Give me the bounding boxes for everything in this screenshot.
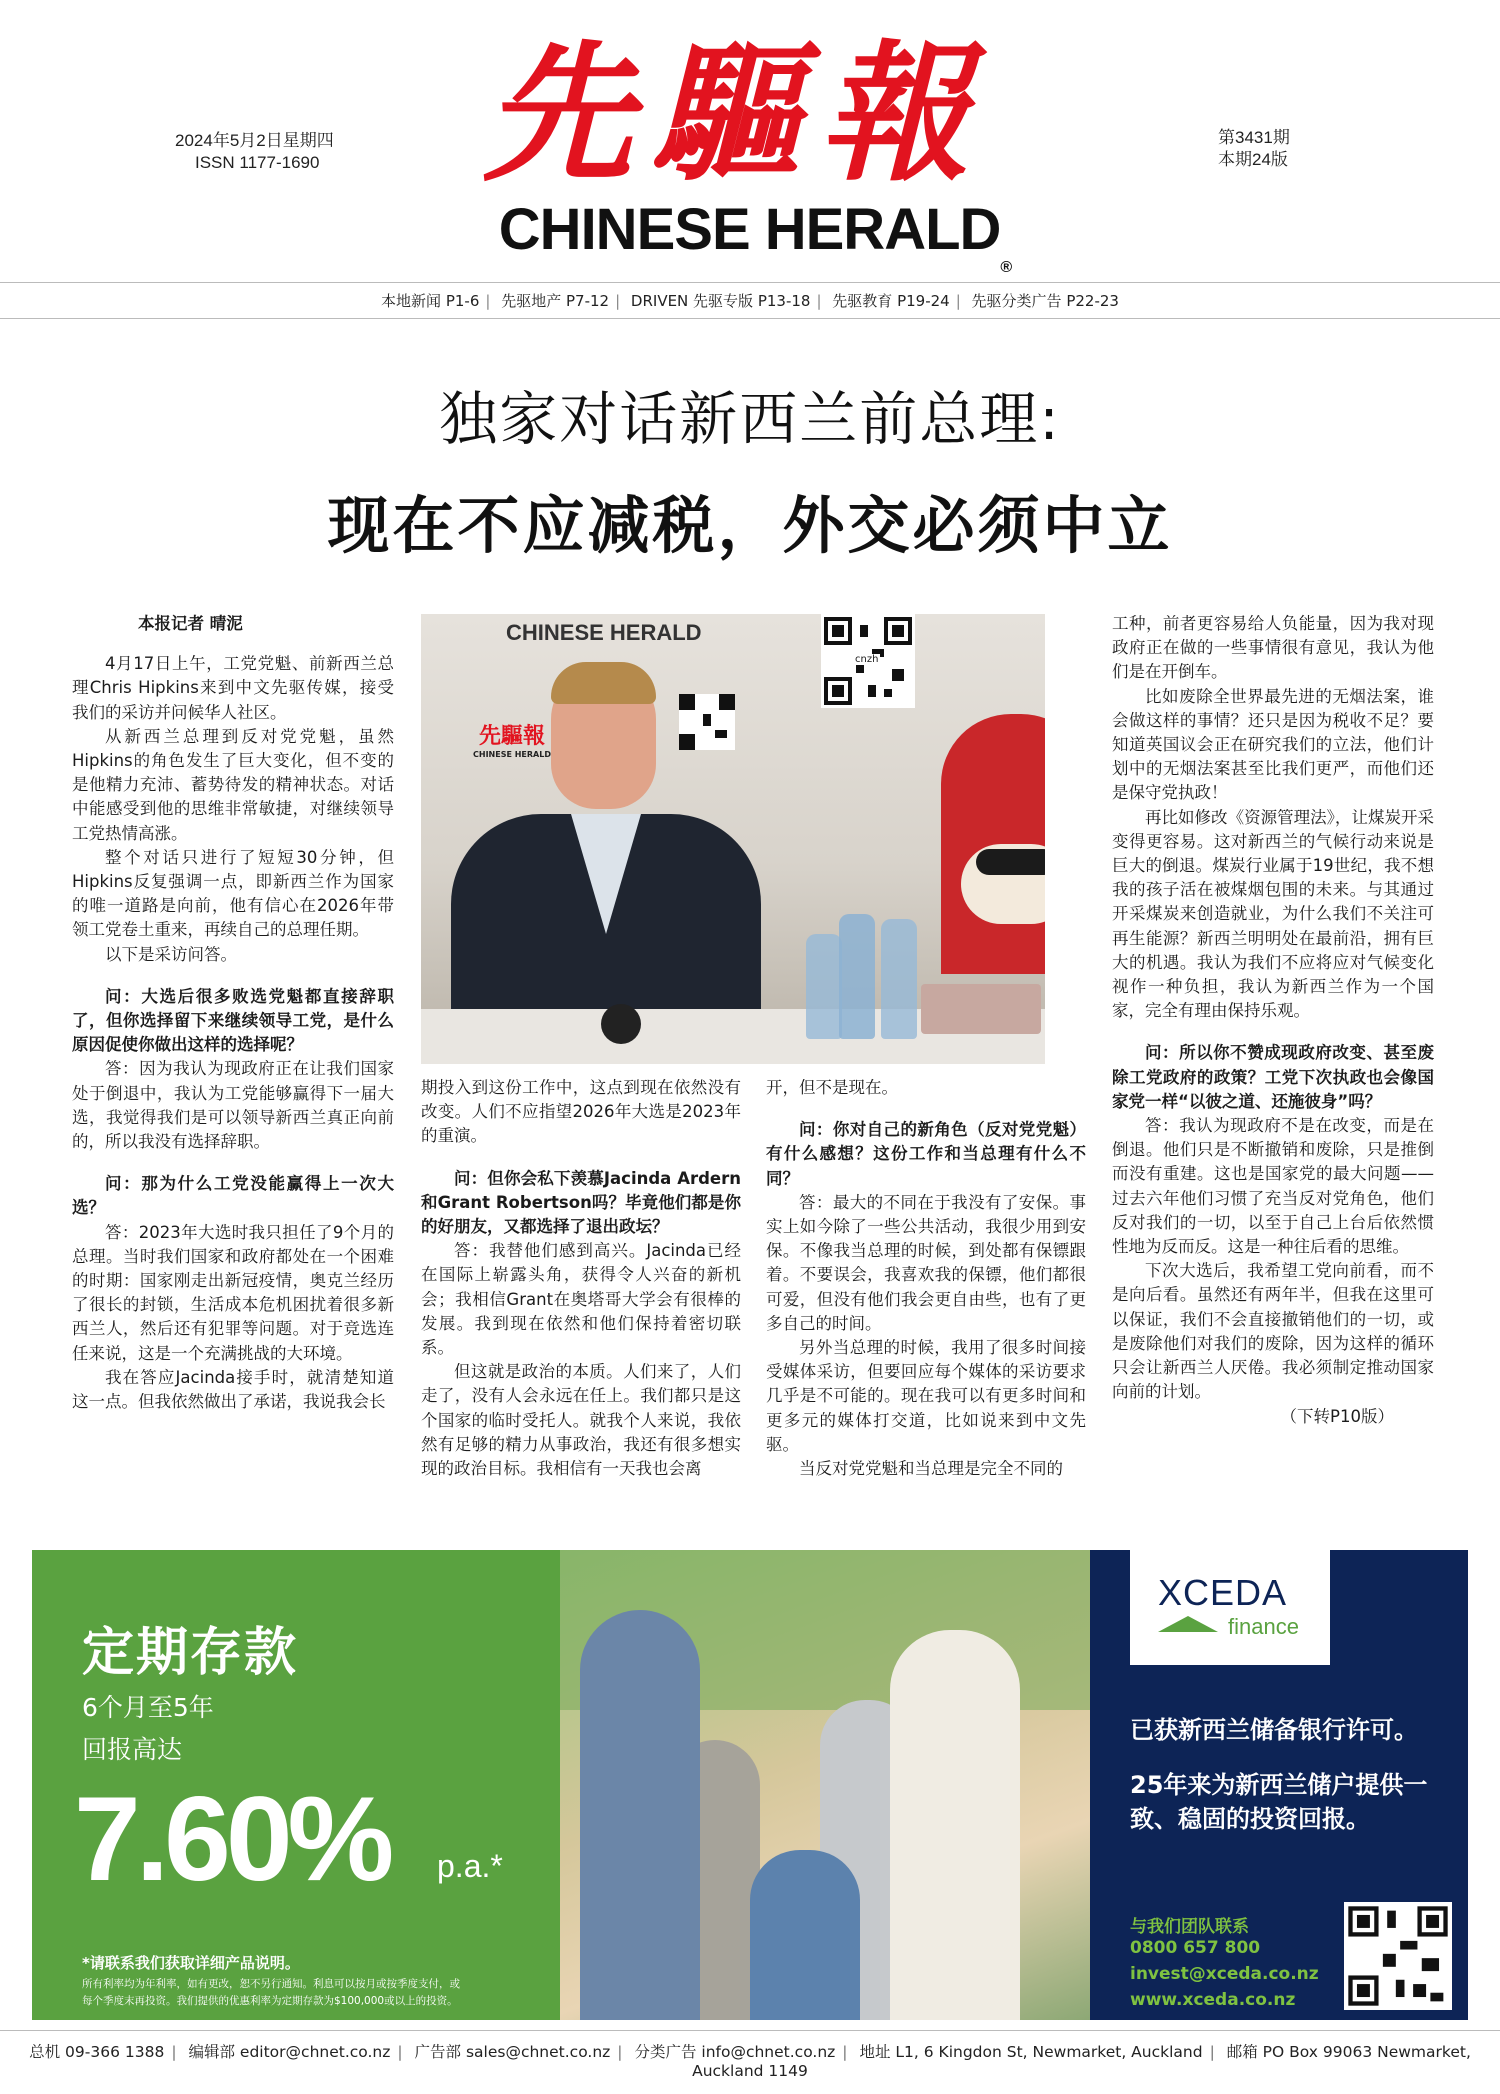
separator: | bbox=[842, 2043, 848, 2061]
section-link: 先驱教育 P19-24 bbox=[832, 292, 950, 310]
ad-rate: 7.60% bbox=[74, 1772, 390, 1906]
interview-photo bbox=[421, 614, 1045, 1064]
article-column-2 bbox=[421, 1076, 741, 1481]
article-paragraph: 下次大选后，我希望工党向前看，而不是向后看。虽然还有两年半，但我在这里可以保证，我们不会直接撤销他们的一切，或是废除他们对我们的废除，因为这样的循环只会让新西兰人厌倦。我必须制定推动国家向前的计划。 bbox=[1112, 1261, 1434, 1402]
ad-term: 6个月至5年 bbox=[82, 1693, 214, 1722]
ad-title: 定期存款 bbox=[82, 1623, 299, 1683]
ad-return-label: 回报高达 bbox=[82, 1735, 183, 1764]
article-paragraph: 当反对党党魁和当总理是完全不同的 bbox=[799, 1459, 1063, 1479]
article-paragraph: 整个对话只进行了短短30分钟，但Hipkins反复强调一点，即新西兰作为国家的唯一道路是向前，他有信心在2026年带领工党卷土重来，再续自己的总理任期。 bbox=[72, 847, 394, 940]
footer-contacts bbox=[0, 2040, 1500, 2080]
byline: 本报记者 晴泥 bbox=[138, 614, 243, 633]
article-paragraph: 以下是采访问答。 bbox=[105, 944, 237, 964]
separator: | bbox=[617, 2043, 623, 2061]
continued-notice: （下转P10版） bbox=[1280, 1406, 1394, 1426]
footer-classified: 分类广告 info@chnet.co.nz bbox=[634, 2043, 836, 2061]
footer-phone: 总机 09-366 1388 bbox=[29, 2043, 165, 2061]
logo-chinese: 先驅報 bbox=[482, 26, 987, 202]
photo-qr-small bbox=[679, 694, 735, 750]
registered-mark: ® bbox=[1000, 259, 1012, 276]
photo-small-logo-en: CHINESE HERALD bbox=[473, 750, 551, 759]
article-paragraph: 从新西兰总理到反对党党魁，虽然Hipkins的角色发生了巨大变化，但不变的是他精力充沛、蓄势待发的精神状态。对话中能感受到他的思维非常敏捷，对继续领导工党热情高涨。 bbox=[72, 726, 394, 843]
article-paragraph: 答：最大的不同在于我没有了安保。事实上如今除了一些公共活动，我很少用到安保。不像我当总理的时候，到处都有保镖跟着。不要误会，我喜欢我的保镖，他们都很可爱，但没有他们我会更自由些，也有了更多自己的时间。 bbox=[766, 1192, 1086, 1333]
interview-question: 问：大选后很多败选党魁都直接辞职了，但你选择留下来继续领导工党，是什么原因促使你做出这样的选择呢？ bbox=[72, 986, 394, 1055]
separator: | bbox=[615, 292, 621, 310]
article-paragraph: 再比如修改《资源管理法》，让煤炭开采变得更容易。这对新西兰的气候行动来说是巨大的倒退。煤炭行业属于19世纪，我不想我的孩子活在被煤烟包围的未来。与其通过开采煤炭来创造就业，为什么我们不关注可再生能源？新西兰明明处在最前沿，拥有巨大的机遇。我认为我们不应将应对气候变化视作一种负担，我认为新西兰作为一个国家，完全有理由保持乐观。 bbox=[1112, 807, 1434, 1021]
photo-qr-label: cnzh bbox=[855, 654, 879, 665]
article-paragraph: 期投入到这份工作中，这点到现在依然没有改变。人们不应指望2026年大选是2023年的重演。 bbox=[421, 1078, 741, 1146]
ad-claim-2: 25年来为新西兰储户提供一致、稳固的投资回报。 bbox=[1130, 1771, 1428, 1833]
logo-english bbox=[460, 197, 1050, 276]
headline-line-2: 现在不应减税，外交必须中立 bbox=[327, 489, 1173, 562]
article-paragraph: 比如废除全世界最先进的无烟法案，谁会做这样的事情？还只是因为税收不足？要知道英国议会正在研究我们的立法，他们计划中的无烟法案甚至比我们更严，而他们还是保守党执政！ bbox=[1112, 686, 1434, 803]
interview-question: 问：你对自己的新角色（反对党党魁）有什么感想？这份工作和当总理有什么不同？ bbox=[766, 1120, 1086, 1188]
separator: | bbox=[171, 2043, 177, 2061]
article-paragraph: 工种，前者更容易给人负能量，因为我对现政府正在做的一些事情很有意见，我认为他们是在开倒车。 bbox=[1112, 614, 1434, 682]
ad-email[interactable]: invest@xceda.co.nz bbox=[1130, 1964, 1319, 1984]
article-paragraph: 我在答应Jacinda接手时，就清楚知道这一点。但我依然做出了承诺，我说我会长 bbox=[72, 1367, 394, 1412]
ad-rate-unit: p.a.* bbox=[437, 1848, 503, 1884]
ad-qr-code[interactable] bbox=[1344, 1902, 1452, 2010]
footer-address: 地址 L1, 6 Kingdon St, Newmarket, Auckland bbox=[859, 2043, 1203, 2061]
article-paragraph: 答：2023年大选时我只担任了9个月的总理。当时我们国家和政府都处在一个困难的时期：国家刚走出新冠疫情，奥克兰经历了很长的封锁，生活成本危机困扰着很多新西兰人，然后还有犯罪等问题。对于竞选连任来说，这是一个充满挑战的大环境。 bbox=[72, 1222, 394, 1363]
xceda-brand: XCEDA bbox=[1158, 1572, 1288, 1613]
photo-banner-text: CHINESE HERALD bbox=[506, 620, 702, 645]
ad-website[interactable]: www.xceda.co.nz bbox=[1130, 1990, 1296, 2010]
ad-fine-print-1: 所有利率均为年利率，如有更改，恕不另行通知。利息可以按月或按季度支付，或 bbox=[82, 1978, 460, 1990]
footer-po-box: 邮箱 PO Box 99063 Newmarket, Auckland 1149 bbox=[692, 2043, 1471, 2080]
separator: | bbox=[485, 292, 491, 310]
issn: ISSN 1177-1690 bbox=[195, 153, 320, 172]
ad-claim-1: 已获新西兰储备银行许可。 bbox=[1130, 1716, 1418, 1744]
paper-stack bbox=[921, 984, 1041, 1034]
article-column-4 bbox=[1112, 612, 1434, 1429]
section-link: 先驱地产 P7-12 bbox=[501, 292, 610, 310]
article-paragraph: 4月17日上午，工党党魁、前新西兰总理Chris Hipkins来到中文先驱传媒，接受我们的采访并问候华人社区。 bbox=[72, 654, 394, 722]
interview-question: 问：但你会私下羡慕Jacinda Ardern和Grant Robertson吗？毕竟他们都是你的好朋友，又都选择了退出政坛？ bbox=[421, 1168, 741, 1237]
footer-rule bbox=[0, 2030, 1500, 2031]
section-rule bbox=[0, 318, 1500, 319]
page-count: 本期24版 bbox=[1218, 150, 1288, 169]
qr-code-icon bbox=[679, 694, 735, 750]
separator: | bbox=[397, 2043, 403, 2061]
xceda-logo-box bbox=[1130, 1550, 1330, 1665]
xceda-brand-sub: finance bbox=[1228, 1614, 1299, 1639]
interviewee-hair bbox=[551, 662, 656, 704]
photo-small-logo bbox=[473, 719, 551, 759]
separator: | bbox=[955, 292, 961, 310]
issue-number: 第3431期 bbox=[1218, 128, 1290, 147]
qr-code-icon bbox=[1344, 1902, 1452, 2010]
ad-phone[interactable]: 0800 657 800 bbox=[1130, 1938, 1261, 1958]
article-paragraph: 答：我替他们感到高兴。Jacinda已经在国际上崭露头角，获得令人兴奋的新机会；我相信Grant在奥塔哥大学会有很棒的发展。我到现在依然和他们保持着密切联系。 bbox=[421, 1241, 741, 1358]
person-mother bbox=[890, 1630, 1020, 2020]
water-bottle bbox=[881, 919, 917, 1039]
article-paragraph: 答：我认为现政府不是在改变，而是在倒退。他们只是不断撤销和废除，只是推倒而没有重建。这也是国家党的最大问题——过去六年他们习惯了充当反对党角色，他们反对我们的一切，以至于自己上台后依然惯性地为反而反。这是一种往后看的思维。 bbox=[1112, 1116, 1434, 1257]
interview-question: 问：所以你不赞成现政府改变、甚至废除工党政府的政策？工党下次执政也会像国家党一样“以彼之道、还施彼身”吗？ bbox=[1112, 1043, 1434, 1111]
issue-date: 2024年5月2日星期四 bbox=[175, 131, 334, 150]
xceda-advertisement[interactable] bbox=[32, 1550, 1468, 2020]
photo-small-logo-cn: 先驅報 bbox=[478, 723, 545, 749]
water-bottle bbox=[806, 934, 842, 1039]
ad-note: *请联系我们获取详细产品说明。 bbox=[82, 1954, 300, 1972]
ad-fine-print-2: 每个季度末再投资。我们提供的优惠利率为定期存款为$100,000或以上的投资。 bbox=[82, 1995, 458, 2007]
headline-line-1: 独家对话新西兰前总理: bbox=[439, 385, 1061, 453]
separator: | bbox=[816, 292, 822, 310]
article-paragraph: 答：因为我认为现政府正在让我们国家处于倒退中，我认为工党能够赢得下一届大选，我觉得我们是可以领导新西兰真正向前的，所以我没有选择辞职。 bbox=[72, 1059, 394, 1152]
article-column-3 bbox=[766, 1076, 1086, 1481]
section-link: 先驱分类广告 P22-23 bbox=[971, 292, 1119, 310]
article-paragraph: 开，但不是现在。 bbox=[766, 1078, 898, 1097]
section-index bbox=[0, 290, 1500, 311]
masthead-right bbox=[1218, 127, 1290, 171]
section-link: DRIVEN 先驱专版 P13-18 bbox=[630, 292, 811, 310]
ad-navy-panel bbox=[1090, 1550, 1468, 2020]
article-paragraph: 但这就是政治的本质。人们来了，人们走了，没有人会永远在任上。我们都只是这个国家的临时受托人。就我个人来说，我依然有足够的精力从事政治，我还有很多想实现的政治目标。我相信有一天我也会离 bbox=[421, 1362, 741, 1479]
separator: | bbox=[1209, 2043, 1215, 2061]
person-father bbox=[580, 1610, 700, 2020]
mascot-cartoon bbox=[941, 714, 1045, 974]
ad-family-photo bbox=[560, 1550, 1090, 2020]
footer-sales: 广告部 sales@chnet.co.nz bbox=[414, 2043, 611, 2061]
water-bottle bbox=[839, 914, 875, 1039]
footer-editor: 编辑部 editor@chnet.co.nz bbox=[188, 2043, 391, 2061]
logo-english-text: CHINESE HERALD bbox=[498, 197, 1001, 262]
xceda-logo-mark bbox=[1158, 1616, 1218, 1632]
ad-green-panel bbox=[32, 1550, 560, 2020]
person-child bbox=[750, 1850, 860, 2020]
article-paragraph: 另外当总理的时候，我用了很多时间接受媒体采访，但要回应每个媒体的采访要求几乎是不可能的。现在我可以有更多时间和更多元的媒体打交道，比如说来到中文先驱。 bbox=[766, 1338, 1086, 1454]
top-rule bbox=[0, 282, 1500, 283]
microphone bbox=[601, 1004, 641, 1044]
article-column-1 bbox=[72, 612, 394, 1414]
masthead-left bbox=[175, 130, 334, 174]
section-link: 本地新闻 P1-6 bbox=[381, 292, 480, 310]
interview-question: 问：那为什么工党没能赢得上一次大选？ bbox=[72, 1174, 394, 1218]
ad-contact-label: 与我们团队联系 bbox=[1130, 1917, 1249, 1937]
